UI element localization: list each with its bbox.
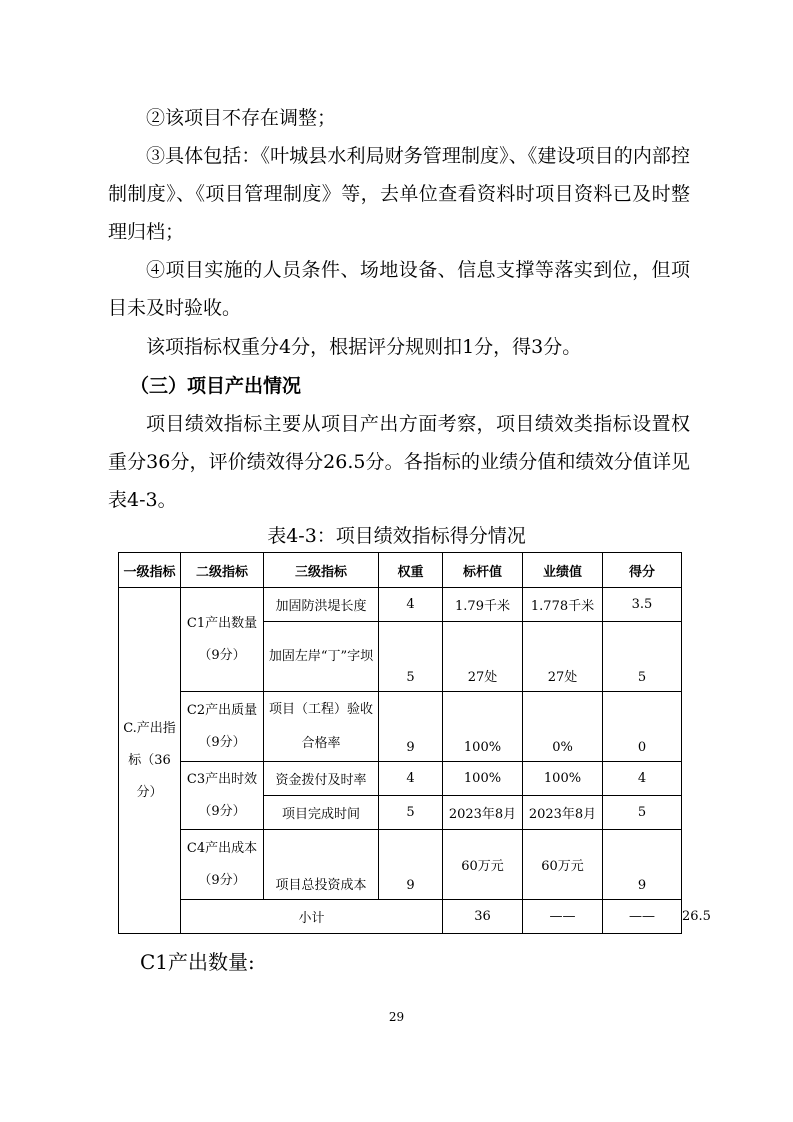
header-level3: 三级指标 xyxy=(264,553,379,588)
actual-cell: 0% xyxy=(523,692,603,762)
actual-cell: 1.778千米 xyxy=(523,588,603,622)
score-cell: 5 xyxy=(603,622,682,692)
page-number: 29 xyxy=(388,1010,405,1024)
subtotal-benchmark: —— xyxy=(523,900,603,934)
benchmark-cell: 1.79千米 xyxy=(443,588,523,622)
table-row xyxy=(119,762,682,796)
subheading-c1: C1产出数量: xyxy=(140,950,255,974)
subtotal-label: 小计 xyxy=(181,900,443,934)
indicator-cell: 项目总投资成本 xyxy=(264,830,379,900)
header-actual: 业绩值 xyxy=(523,553,603,588)
category-cell: C.产出指标（36分） xyxy=(119,588,181,934)
group-c3: C3产出时效（9分） xyxy=(181,762,264,830)
indicator-cell: 加固左岸“丁”字坝 xyxy=(264,622,379,692)
score-cell: 4 xyxy=(603,762,682,796)
header-weight: 权重 xyxy=(379,553,443,588)
subtotal-weight: 36 xyxy=(443,900,523,934)
table-row xyxy=(119,830,682,900)
subtotal-actual: —— xyxy=(603,900,682,934)
benchmark-cell: 60万元 xyxy=(443,830,523,900)
actual-cell: 2023年8月 xyxy=(523,796,603,830)
weight-cell: 4 xyxy=(379,762,443,796)
paragraph-systems: ③具体包括：《叶城县水利局财务管理制度》、《建设项目的内部控制制度》、《项目管理制度》等，去单位查看资料时项目资料已及时整理归档； xyxy=(108,145,690,243)
actual-cell: 100% xyxy=(523,762,603,796)
group-c1: C1产出数量（9分） xyxy=(181,588,264,692)
weight-cell: 4 xyxy=(379,588,443,622)
benchmark-cell: 2023年8月 xyxy=(443,796,523,830)
table-header-row xyxy=(119,553,682,588)
paragraph-implementation: ④项目实施的人员条件、场地设备、信息支撑等落实到位，但项目未及时验收。 xyxy=(108,259,690,319)
benchmark-cell: 100% xyxy=(443,762,523,796)
group-c2: C2产出质量（9分） xyxy=(181,692,264,762)
indicator-cell: 项目（工程）验收合格率 xyxy=(264,692,379,762)
header-level1: 一级指标 xyxy=(119,553,181,588)
benchmark-cell: 100% xyxy=(443,692,523,762)
header-level2: 二级指标 xyxy=(181,553,264,588)
indicator-cell: 加固防洪堤长度 xyxy=(264,588,379,622)
table-row xyxy=(119,588,682,622)
indicator-cell: 项目完成时间 xyxy=(264,796,379,830)
score-cell: 5 xyxy=(603,796,682,830)
weight-cell: 9 xyxy=(379,692,443,762)
paragraph-score-summary: 该项指标权重分4分，根据评分规则扣1分，得3分。 xyxy=(146,336,582,358)
paragraph-output-overview: 项目绩效指标主要从项目产出方面考察，项目绩效类指标设置权重分36分，评价绩效得分26.5分。各指标的业绩分值和绩效分值详见表4-3。 xyxy=(108,413,690,511)
score-cell: 0 xyxy=(603,692,682,762)
benchmark-cell: 27处 xyxy=(443,622,523,692)
group-c4: C4产出成本（9分） xyxy=(181,830,264,900)
table-row xyxy=(119,692,682,762)
weight-cell: 9 xyxy=(379,830,443,900)
actual-cell: 27处 xyxy=(523,622,603,692)
weight-cell: 5 xyxy=(379,796,443,830)
header-benchmark: 标杆值 xyxy=(443,553,523,588)
section-heading: （三）项目产出情况 xyxy=(130,375,302,397)
paragraph-adjustment: ②该项目不存在调整； xyxy=(146,107,337,129)
score-table xyxy=(118,552,711,934)
weight-cell: 5 xyxy=(379,622,443,692)
subtotal-row: 小计 36 —— —— 26.5 xyxy=(119,900,682,934)
score-cell: 9 xyxy=(603,830,682,900)
table-caption: 表4-3：项目绩效指标得分情况 xyxy=(267,525,526,547)
header-score: 得分 xyxy=(603,553,682,588)
score-cell: 3.5 xyxy=(603,588,682,622)
actual-cell: 60万元 xyxy=(523,830,603,900)
indicator-cell: 资金拨付及时率 xyxy=(264,762,379,796)
